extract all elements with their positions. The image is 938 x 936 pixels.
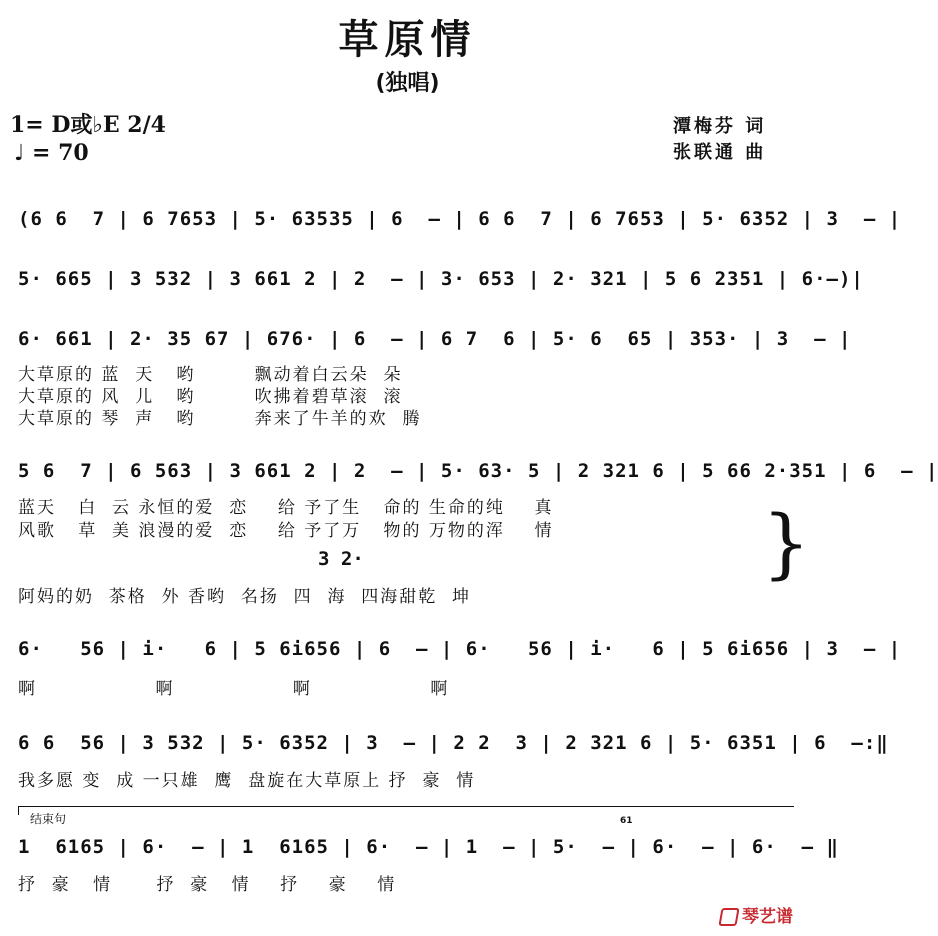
score-line-1: (6 6 7 | 6 7653 | 5· 63535 | 6 — | 6 6 7 | 6 7653 | 5· 6352 | 3 — |	[18, 208, 902, 230]
score-line-6: 6 6 56 | 3 532 | 5· 6352 | 3 — | 2 2 3 | 2 321 6 | 5· 6351 | 6 —:‖	[18, 732, 889, 754]
ending-label: 结束句	[30, 812, 67, 826]
watermark-logo	[720, 902, 793, 927]
ending-bracket	[18, 806, 794, 815]
composer-credit: 张联通 曲	[673, 142, 767, 163]
lyric-verse1-a: 大草原的 蓝 天 哟 飘动着白云朵 朵	[18, 365, 403, 385]
lyric-ah: 啊 啊 啊 啊	[18, 679, 450, 699]
logo-icon	[718, 908, 739, 926]
song-subtitle: (独唱)	[375, 71, 440, 96]
lyric-verse3-b: 阿妈的奶 茶格 外 香哟 名扬 四 海 四海甜乾 坤	[18, 587, 472, 607]
score-line-4: 5 6 7 | 6 563 | 3 661 2 | 2 — | 5· 63· 5 | 2 321 6 | 5 66 2·351 | 6 — |	[18, 460, 938, 482]
score-line-3: 6· 661 | 2· 35 67 | 676· | 6 — | 6 7 6 | 5· 6 65 | 353· | 3 — |	[18, 328, 852, 350]
lyric-ending: 抒 豪 情 抒 豪 情 抒 豪 情	[18, 875, 397, 895]
grace-note: 61	[620, 816, 633, 826]
score-line-5: 6· 56 | i· 6 | 5 6i656 | 6 — | 6· 56 | i· 6 | 5 6i656 | 3 — |	[18, 638, 902, 660]
lyric-verse1-b: 蓝天 白 云 永恒的爱 恋 给 予了生 命的 生命的纯 真	[18, 498, 554, 518]
ossia-note: 3 2·	[318, 548, 364, 570]
song-title: 草原情	[338, 16, 477, 63]
score-line-7: 1 6165 | 6· — | 1 6165 | 6· — | 1 — | 5· — | 6· — | 6· — ‖	[18, 836, 839, 858]
lyric-verse2-b: 风歌 草 美 浪漫的爱 恋 给 予了万 物的 万物的浑 情	[18, 521, 554, 541]
lyric-verse3-a: 大草原的 琴 声 哟 奔来了牛羊的欢 腾	[18, 409, 422, 429]
verse-brace: }	[762, 498, 811, 587]
score-line-2: 5· 665 | 3 532 | 3 661 2 | 2 — | 3· 653 | 2· 321 | 5 6 2351 | 6·—)|	[18, 268, 864, 290]
lyric-refrain: 我多愿 变 成 一只雄 鹰 盘旋在大草原上 抒 豪 情	[18, 771, 476, 791]
lyric-verse2-a: 大草原的 风 儿 哟 吹拂着碧草滚 滚	[18, 387, 403, 407]
tempo-marking: ♩ = 70	[14, 140, 89, 166]
lyricist-credit: 潭梅芬 词	[673, 116, 767, 137]
key-signature: 1= D或♭E 2/4	[10, 112, 166, 138]
watermark-text: 琴艺谱	[742, 907, 793, 927]
